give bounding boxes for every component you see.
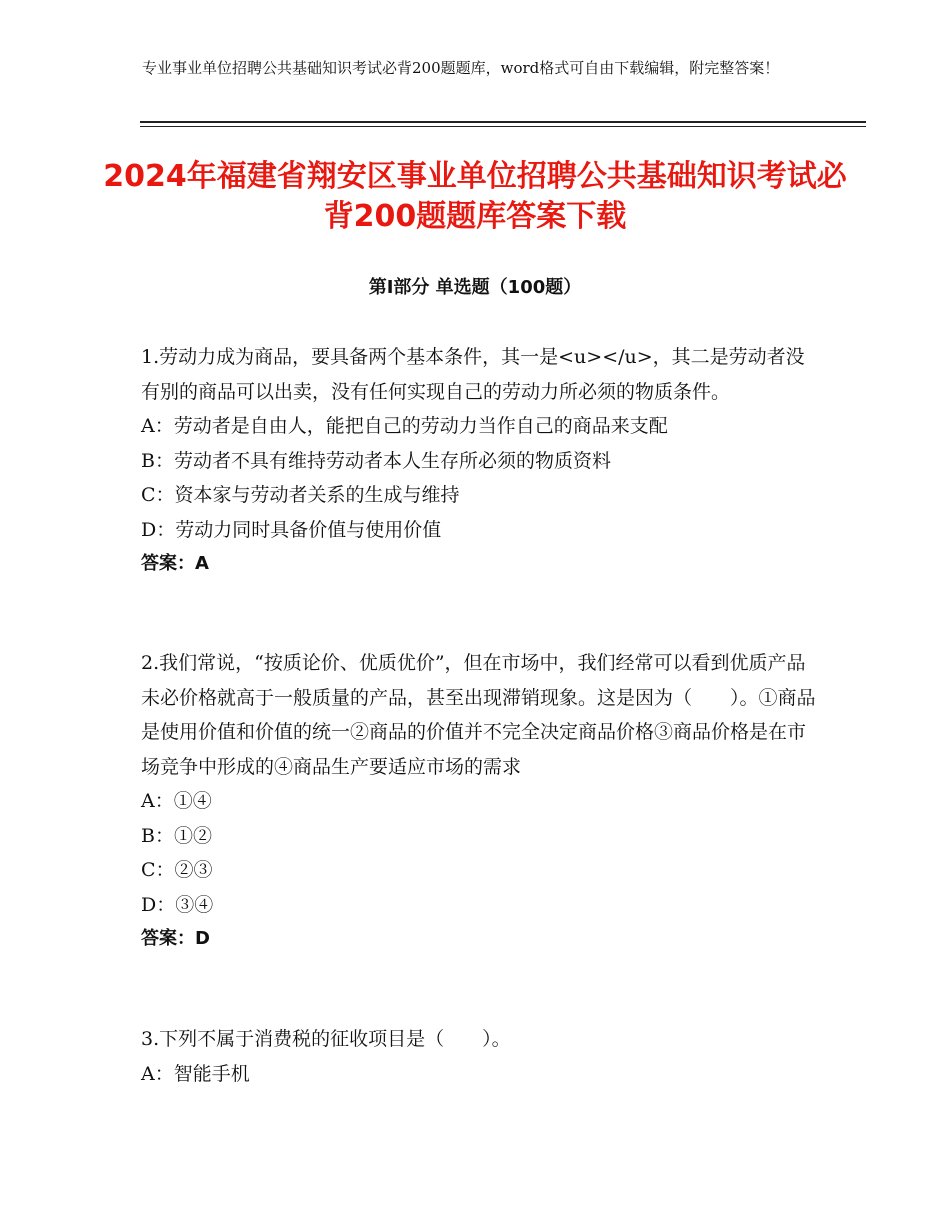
question-stem: 3.下列不属于消费税的征收项目是（ ）。 xyxy=(141,1028,511,1050)
option-d: D：劳动力同时具备价值与使用价值 xyxy=(141,518,442,541)
question-stem: 1.劳动力成为商品，要具备两个基本条件，其一是<u></u>，其二是劳动者没有别的商品可以出卖，没有任何实现自己的劳动力所必须的物质条件。 xyxy=(141,346,805,403)
document-title: 2024年福建省翔安区事业单位招聘公共基础知识考试必背200题题库答案下载 xyxy=(103,159,847,234)
question-stem: 2.我们常说，“按质论价、优质优价”，但在市场中，我们经常可以看到优质产品未必价格就高于一般质量的产品，甚至出现滞销现象。这是因为（ ）。①商品是使用价值和价值的统一②商品的价值并不完全决定商品价格③商品价格是在市场竞争中形成的④商品生产要适应市场的需求 xyxy=(141,652,816,778)
header-divider-thick xyxy=(140,121,866,123)
answer: 答案：D xyxy=(141,928,210,949)
question-1 xyxy=(141,340,821,581)
option-a: A：劳动者是自由人，能把自己的劳动力当作自己的商品来支配 xyxy=(141,415,668,437)
option-a: A：智能手机 xyxy=(141,1062,250,1085)
answer: 答案：A xyxy=(141,553,209,574)
header-note: 专业事业单位招聘公共基础知识考试必背200题题库，word格式可自由下载编辑，附完整答案！ xyxy=(142,59,780,77)
header-divider-thin xyxy=(140,126,866,127)
option-c: C：资本家与劳动者关系的生成与维持 xyxy=(141,484,460,506)
option-a: A：①④ xyxy=(141,790,212,812)
option-d: D：③④ xyxy=(141,893,214,916)
question-3 xyxy=(141,1022,821,1091)
option-b: B：①② xyxy=(141,824,212,847)
option-b: B：劳动者不具有维持劳动者本人生存所必须的物质资料 xyxy=(141,449,611,472)
section-title: 第Ⅰ部分 单选题（100题） xyxy=(368,277,582,298)
question-2 xyxy=(141,646,821,956)
option-c: C：②③ xyxy=(141,859,213,881)
